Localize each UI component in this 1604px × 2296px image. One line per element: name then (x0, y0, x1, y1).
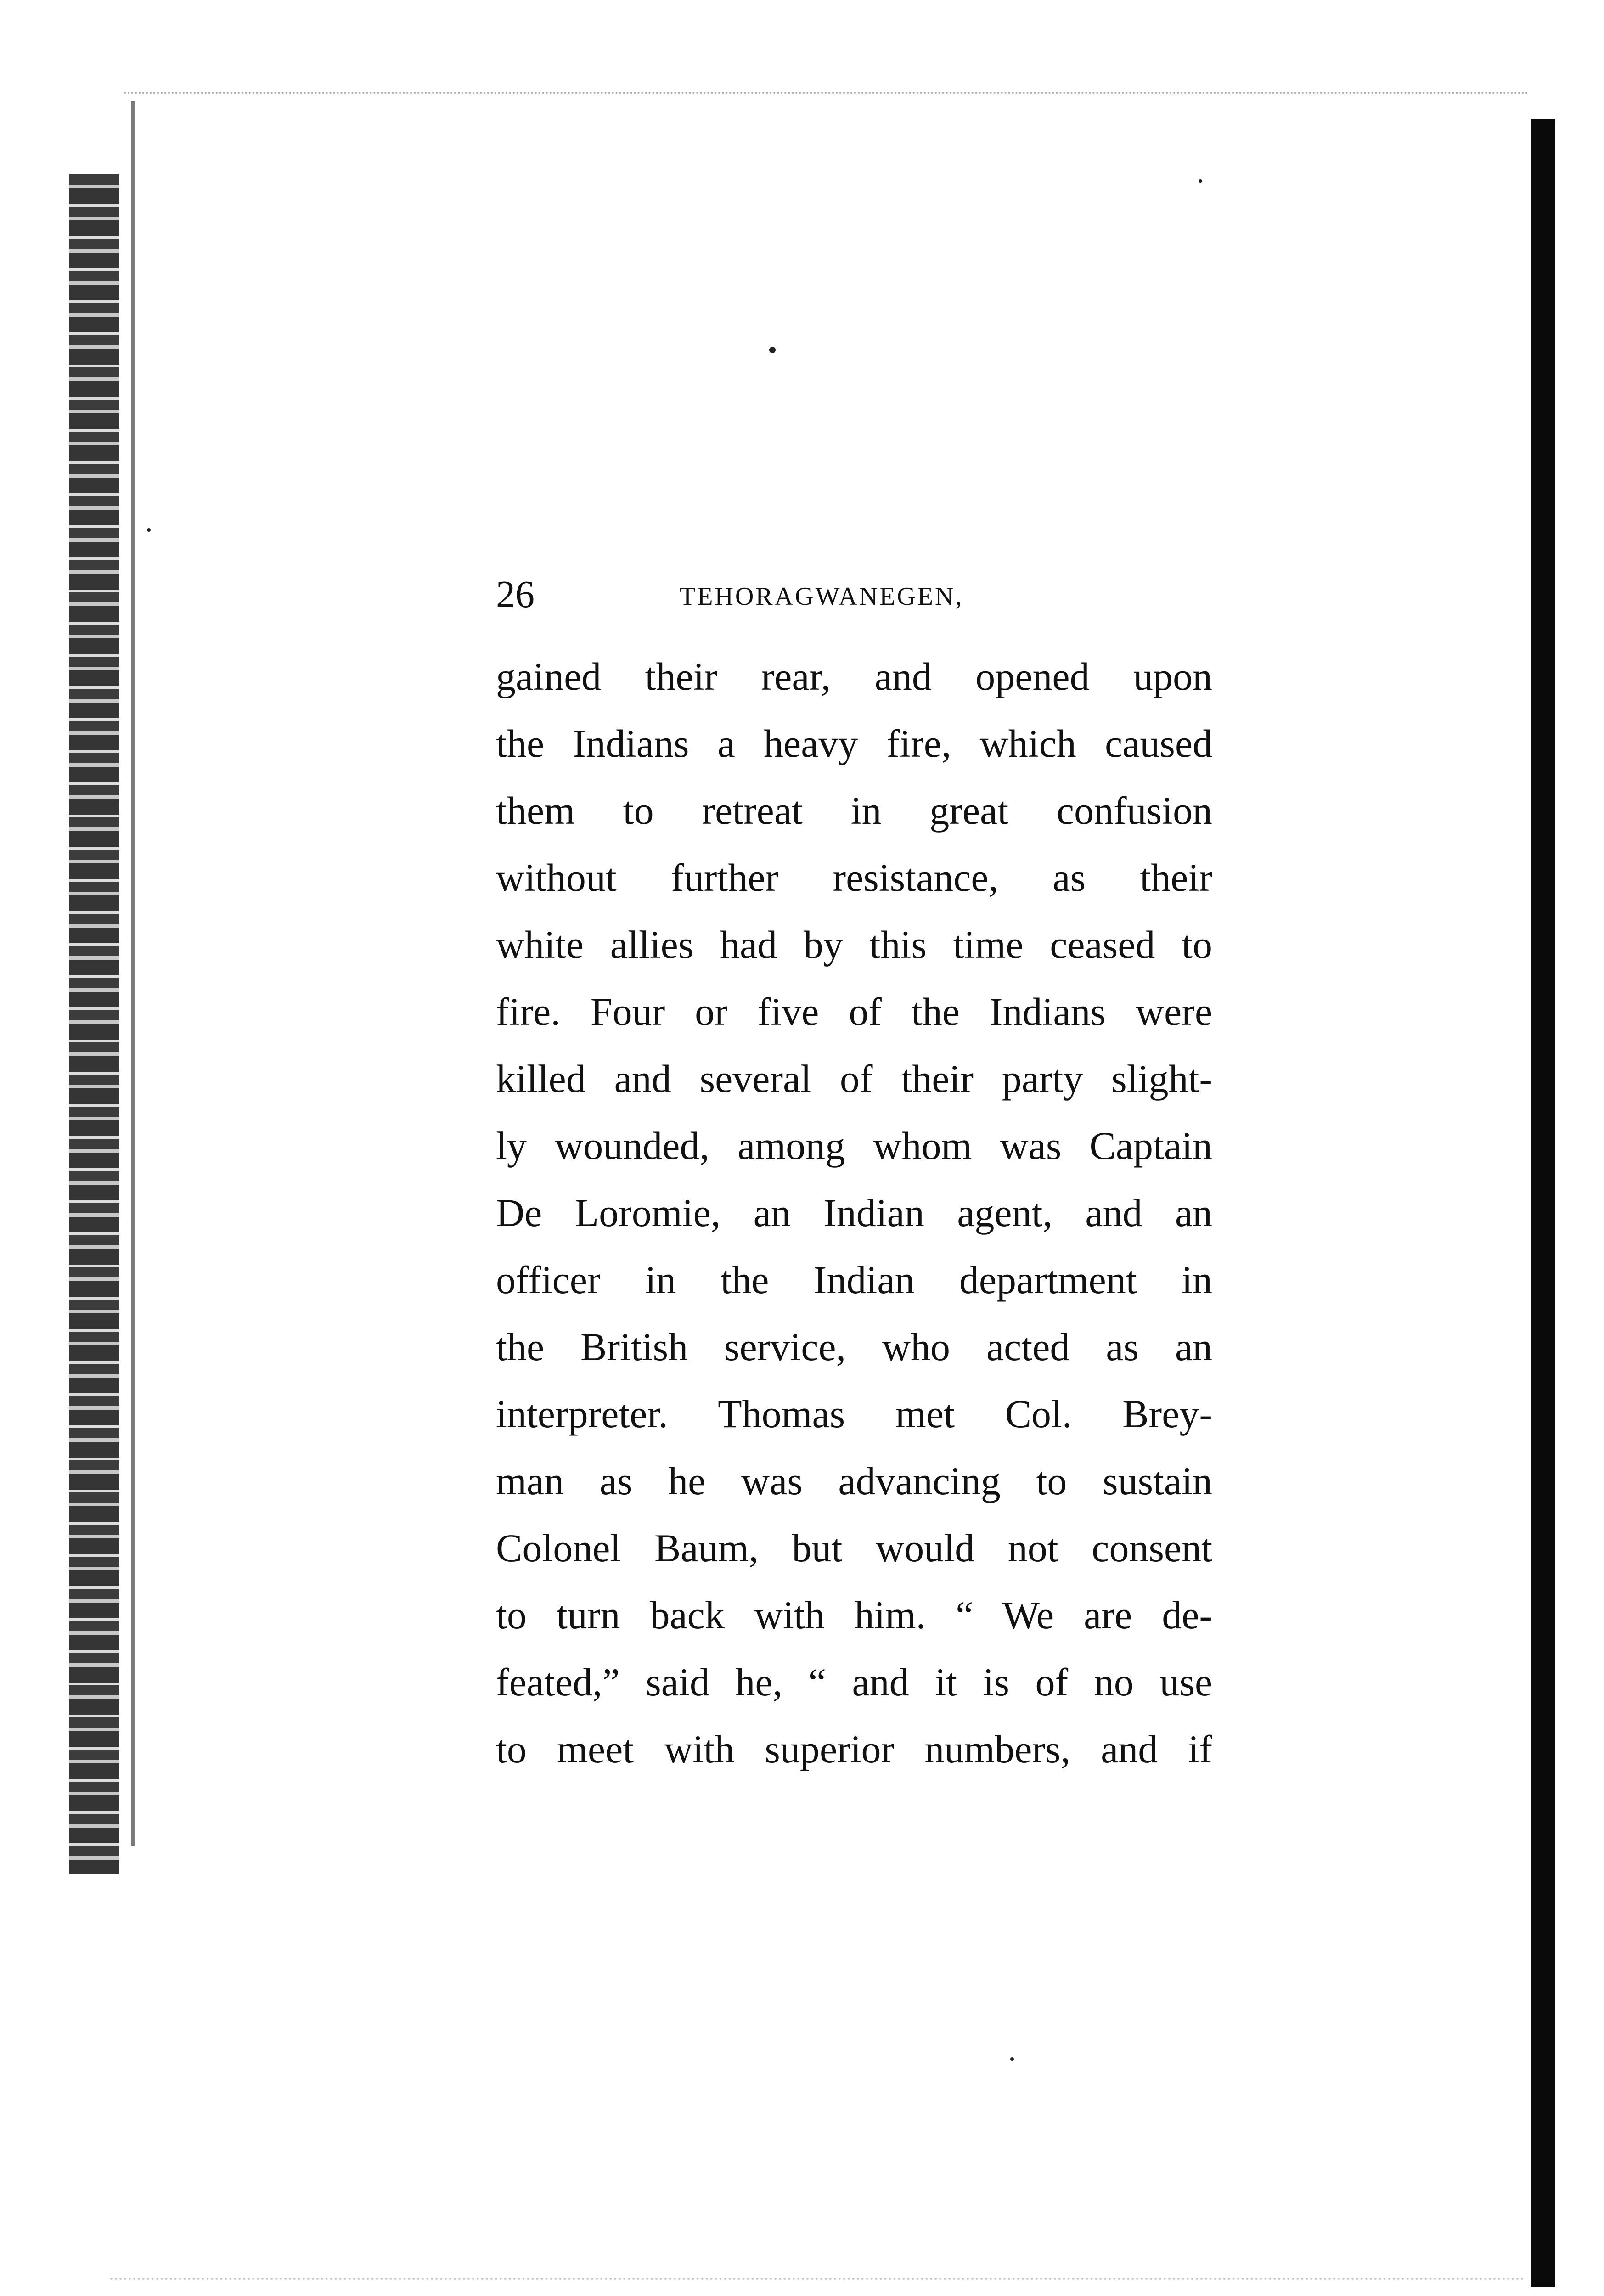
text-line: white allies had by this time ceased to (496, 923, 1212, 967)
scan-left-margin-line (131, 101, 135, 1846)
scan-speck (147, 528, 151, 532)
text-line: Colonel Baum, but would not consent (496, 1526, 1212, 1570)
scan-speck (1199, 179, 1202, 183)
text-line: to meet with superior numbers, and if (496, 1727, 1212, 1771)
scan-top-edge (124, 92, 1529, 94)
text-line: without further resistance, as their (496, 855, 1212, 900)
text-line: officer in the Indian department in (496, 1258, 1212, 1302)
running-head (496, 572, 1029, 618)
running-head-title: TEHORAGWANEGEN, (680, 582, 964, 611)
text-line: fire. Four or five of the Indians were (496, 990, 1212, 1034)
text-line: man as he was advancing to sustain (496, 1459, 1212, 1503)
body-text (496, 643, 1212, 1783)
text-line: De Loromie, an Indian agent, and an (496, 1191, 1212, 1235)
text-line: gained their rear, and opened upon (496, 654, 1212, 698)
scan-left-binding-shadow (69, 174, 119, 1874)
text-line: them to retreat in great confusion (496, 788, 1212, 833)
text-line: interpreter. Thomas met Col. Brey- (496, 1392, 1212, 1436)
text-line: killed and several of their party slight- (496, 1057, 1212, 1101)
scan-bottom-edge (110, 2278, 1525, 2280)
scan-right-edge-shadow (1531, 119, 1555, 2287)
text-line: the Indians a heavy fire, which caused (496, 721, 1212, 765)
page-number: 26 (496, 573, 535, 616)
text-line: the British service, who acted as an (496, 1325, 1212, 1369)
scan-speck (1010, 2057, 1014, 2061)
text-line: feated,” said he, “ and it is of no use (496, 1660, 1212, 1704)
scan-speck (769, 347, 776, 353)
text-line: ly wounded, among whom was Captain (496, 1124, 1212, 1168)
text-line: to turn back with him. “ We are de- (496, 1593, 1212, 1637)
